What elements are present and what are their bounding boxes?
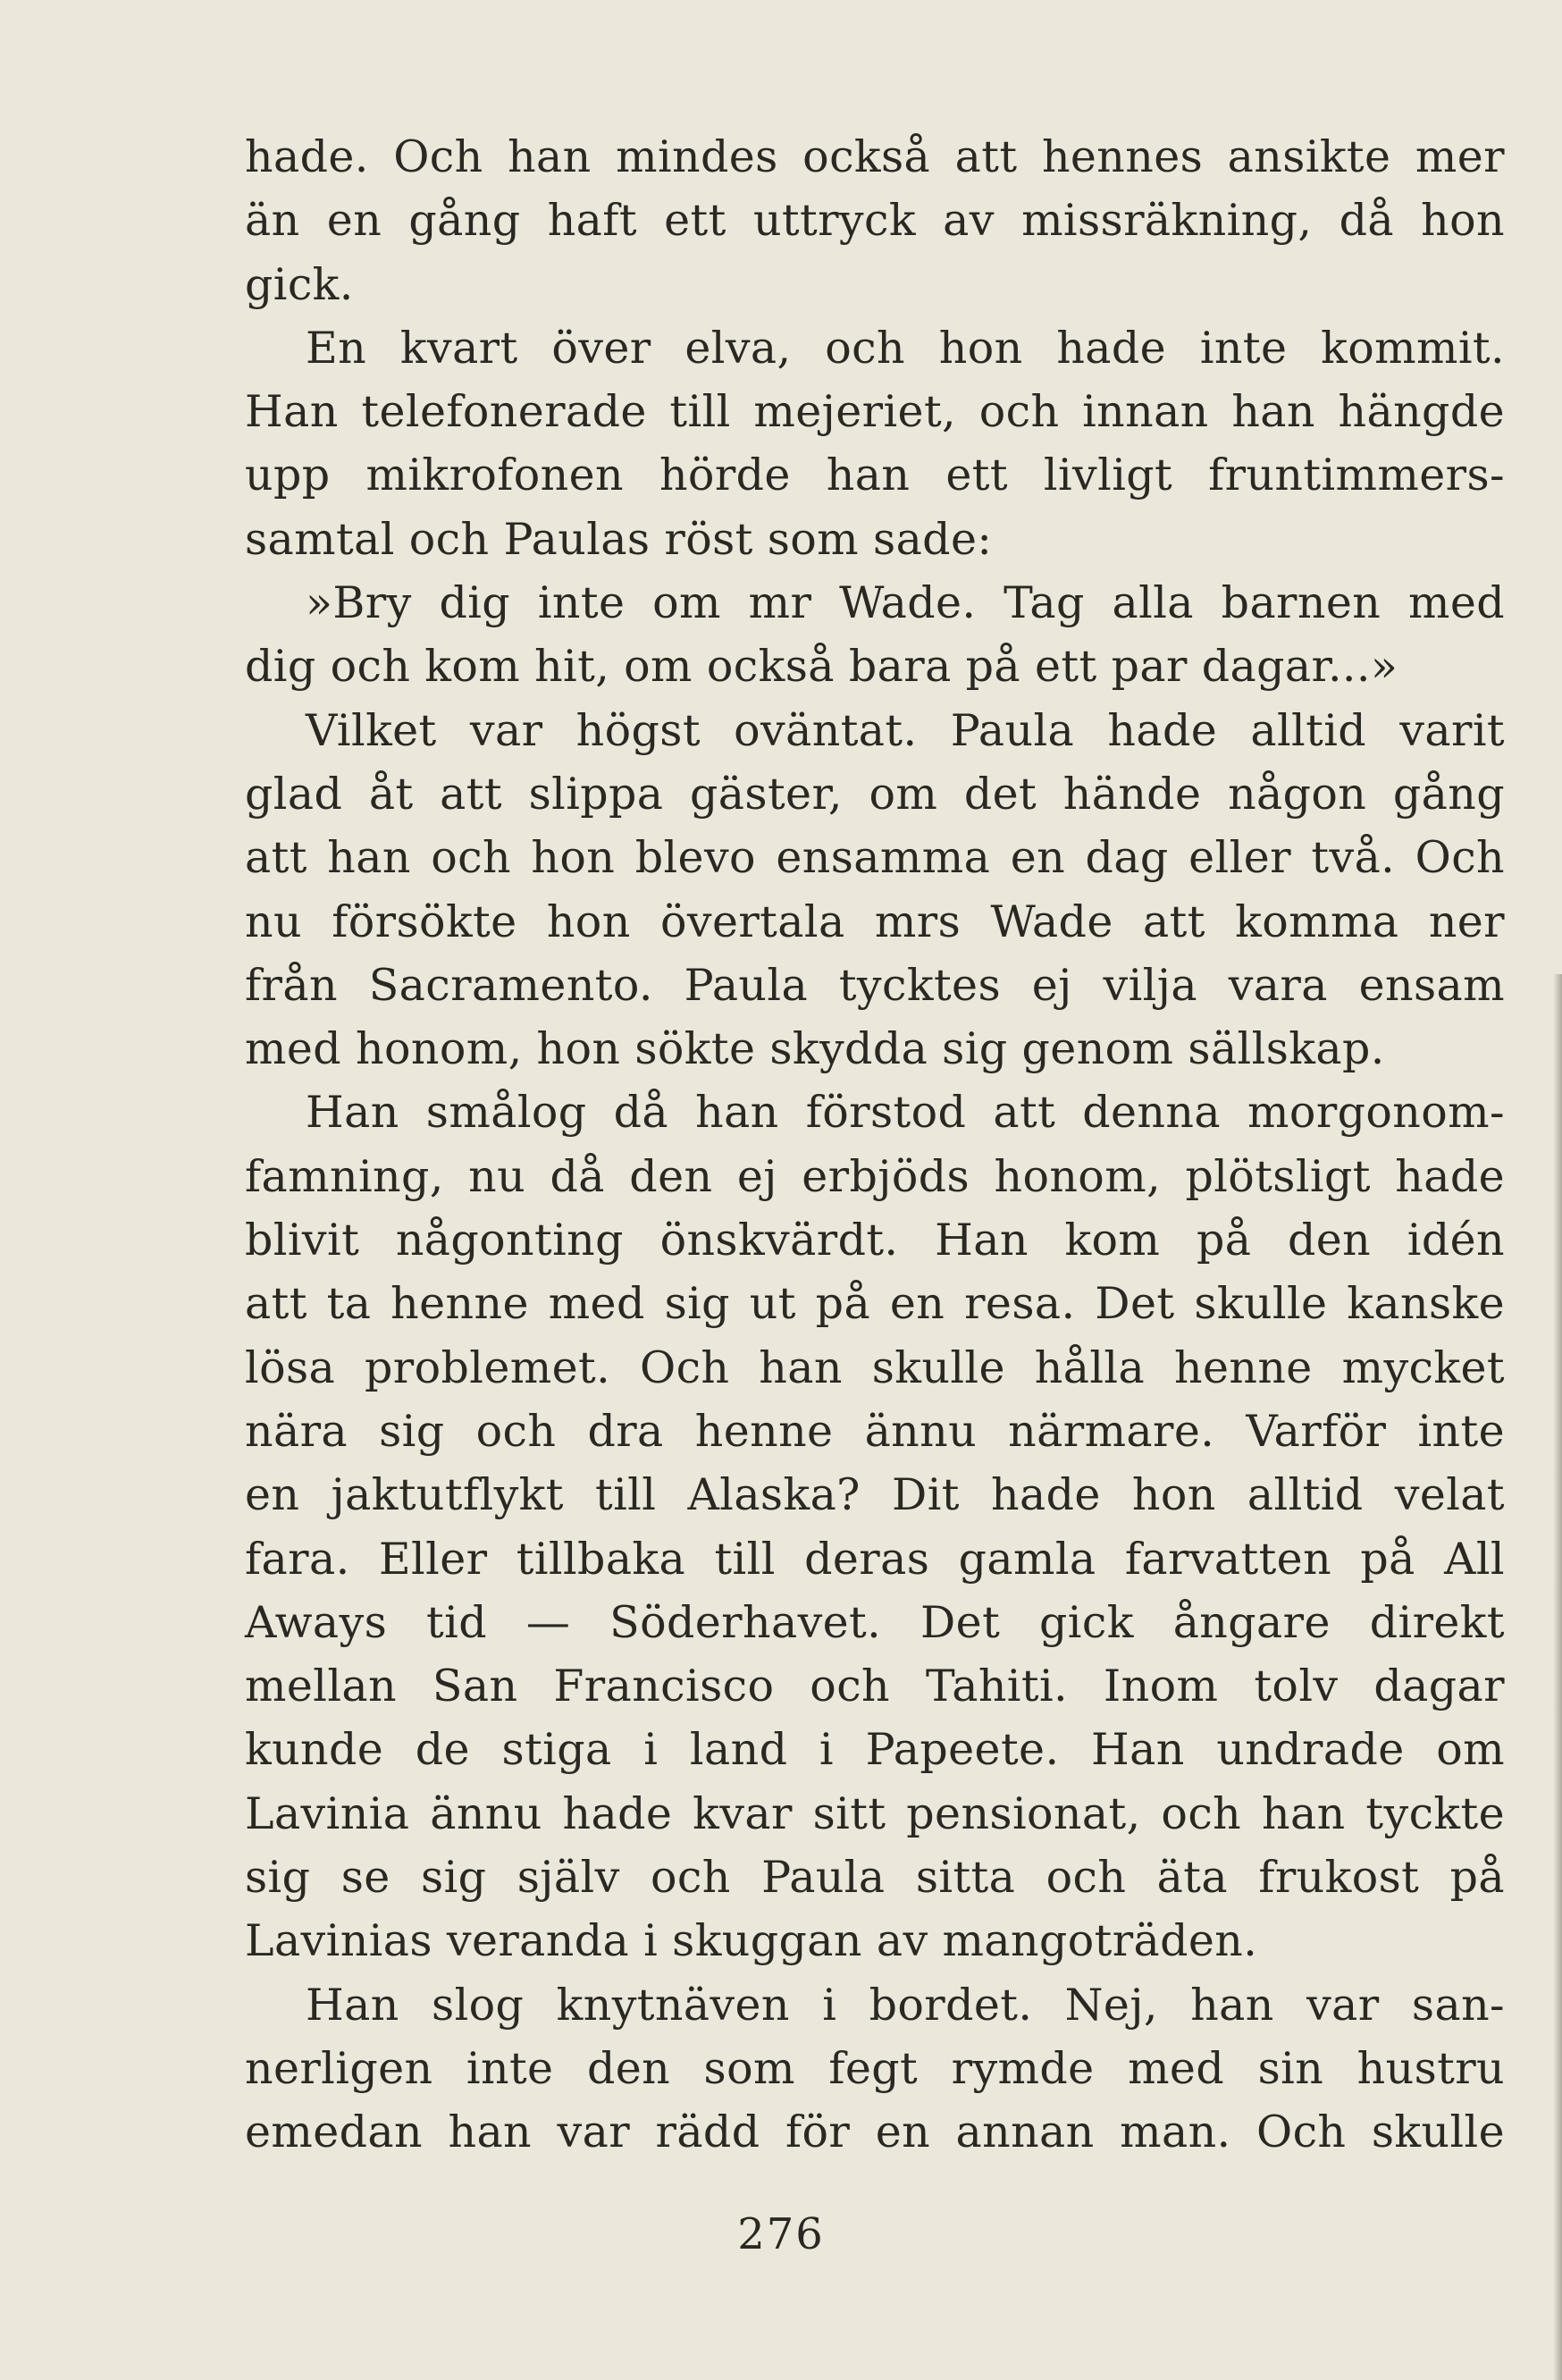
text-line: sig se sig själv och Paula sitta och äta frukost på [245, 1852, 1505, 1904]
text-line: Lavinia ännu hade kvar sitt pensionat, och han tyckte [245, 1787, 1505, 1839]
page-edge-shadow [1553, 974, 1562, 2380]
text-line: hade. Och han mindes också att hennes ansikte mer [245, 131, 1505, 182]
text-line: blivit någonting önskvärdt. Han kom på den idén [245, 1215, 1505, 1266]
text-line: samtal och Paulas röst som sade: [245, 513, 993, 565]
text-line: fara. Eller tillbaka till deras gamla farvatten på All [245, 1533, 1505, 1585]
text-line: Han telefonerade till mejeriet, och innan han hängde [245, 386, 1505, 438]
text-line: Han slog knytnäven i bordet. Nej, han var san- [306, 1979, 1505, 2031]
text-line: dig och kom hit, om också bara på ett par dagar...» [245, 641, 1398, 693]
text-line: Vilket var högst oväntat. Paula hade alltid varit [306, 704, 1505, 756]
text-line: famning, nu då den ej erbjöds honom, plötsligt hade [245, 1150, 1505, 1202]
text-line: »Bry dig inte om mr Wade. Tag alla barnen med [306, 577, 1505, 629]
text-line: lösa problemet. Och han skulle hålla henne mycket [245, 1341, 1505, 1393]
text-line: nu försökte hon övertala mrs Wade att komma ner [245, 896, 1505, 947]
text-line: Han smålog då han förstod att denna morgonom- [306, 1087, 1505, 1139]
text-line: nerligen inte den som fegt rymde med sin hustru [245, 2042, 1505, 2094]
text-line: upp mikrofonen hörde han ett livligt fruntimmers- [245, 450, 1505, 501]
text-line: emedan han var rädd för en annan man. Och skulle [245, 2107, 1505, 2158]
page-number: 276 [737, 2209, 825, 2259]
text-line: En kvart över elva, och hon hade inte kommit. [306, 322, 1505, 374]
text-line: kunde de stiga i land i Papeete. Han undrade om [245, 1724, 1505, 1776]
text-line: att han och hon blevo ensamma en dag eller två. Och [245, 832, 1505, 884]
text-line: gick. [245, 258, 354, 310]
text-line: Aways tid — Söderhavet. Det gick ångare direkt [245, 1596, 1505, 1648]
text-line: Lavinias veranda i skuggan av mangoträden. [245, 1915, 1258, 1967]
text-line: att ta henne med sig ut på en resa. Det skulle kanske [245, 1278, 1505, 1330]
text-line: än en gång haft ett uttryck av missräkning, då hon [245, 195, 1505, 247]
text-line: från Sacramento. Paula tycktes ej vilja vara ensam [245, 959, 1505, 1011]
body-text [245, 125, 1505, 2165]
text-line: en jaktutflykt till Alaska? Dit hade hon alltid velat [245, 1469, 1505, 1521]
text-line: mellan San Francisco och Tahiti. Inom tolv dagar [245, 1661, 1505, 1712]
text-line: glad åt att slippa gäster, om det hände någon gång [245, 768, 1505, 820]
text-line: med honom, hon sökte skydda sig genom sällskap. [245, 1023, 1385, 1075]
text-line: nära sig och dra henne ännu närmare. Varför inte [245, 1405, 1505, 1457]
